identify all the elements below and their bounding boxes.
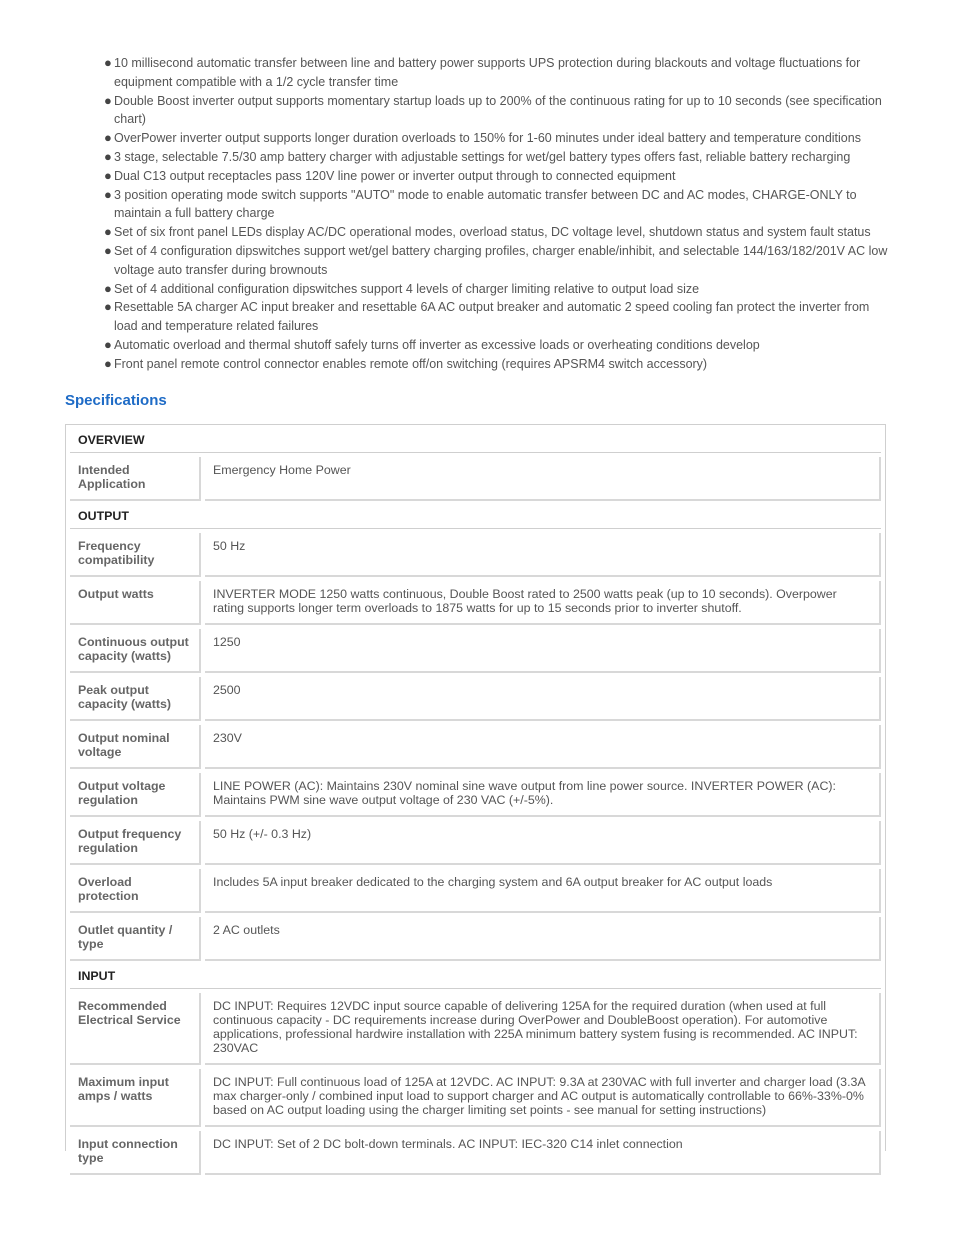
spec-label: Maximum input amps / watts xyxy=(70,1069,201,1127)
spec-label: Outlet quantity / type xyxy=(70,917,201,961)
spec-label: Recommended Electrical Service xyxy=(70,993,201,1065)
feature-list xyxy=(100,54,890,374)
spec-value: DC INPUT: Requires 12VDC input source capable of delivering 125A for the required duration (when used at full continuous capacity - DC requirements increase during OverPower and DoubleBoost operation). For automotive applications, professional hardwire installation with 225A minimum battery system fusing is recommended. AC INPUT: 230VAC xyxy=(205,993,881,1065)
bullet-icon: ● xyxy=(104,186,112,202)
bullet-icon: ● xyxy=(104,224,112,240)
spec-label: Input connection type xyxy=(70,1131,201,1175)
spec-label: Peak output capacity (watts) xyxy=(70,677,201,721)
feature-item: ● Dual C13 output receptacles pass 120V line power or inverter output through to connected equipment xyxy=(100,167,890,186)
feature-item: ● Automatic overload and thermal shutoff safely turns off inverter as excessive loads or overheating conditions develop xyxy=(100,336,890,355)
feature-item: ● Set of 4 additional configuration dipswitches support 4 levels of charger limiting relative to output load size xyxy=(100,280,890,299)
spec-row xyxy=(70,533,881,577)
bullet-icon: ● xyxy=(104,355,112,371)
spec-value: Emergency Home Power xyxy=(205,457,881,501)
spec-row xyxy=(70,457,881,501)
feature-item: ● Set of six front panel LEDs display AC/DC operational modes, overload status, DC voltage level, shutdown status and system fault status xyxy=(100,223,890,242)
spec-row xyxy=(70,773,881,817)
spec-table xyxy=(66,425,885,1179)
section-title: INPUT xyxy=(70,965,881,989)
feature-item: ● 10 millisecond automatic transfer between line and battery power supports UPS protection during blackouts and voltage fluctuations for equipment compatible with a 1/2 cycle transfer time xyxy=(104,55,861,89)
section-title: OUTPUT xyxy=(70,505,881,529)
spec-value: 2 AC outlets xyxy=(205,917,881,961)
bullet-icon: ● xyxy=(104,92,112,108)
section-row-output xyxy=(70,505,881,529)
spec-value: 50 Hz (+/- 0.3 Hz) xyxy=(205,821,881,865)
spec-row xyxy=(70,629,881,673)
feature-item: ● OverPower inverter output supports longer duration overloads to 150% for 1-60 minutes under ideal battery and temperature conditions xyxy=(100,129,890,148)
spec-value: 2500 xyxy=(205,677,881,721)
bullet-icon: ● xyxy=(104,280,112,296)
spec-row xyxy=(70,1069,881,1127)
bullet-icon: ● xyxy=(104,55,112,70)
spec-label: Intended Application xyxy=(70,457,201,501)
spec-value: 50 Hz xyxy=(205,533,881,577)
spec-label: Output voltage regulation xyxy=(70,773,201,817)
spec-row xyxy=(70,993,881,1065)
section-title: OVERVIEW xyxy=(70,429,881,453)
spec-value: 1250 xyxy=(205,629,881,673)
bullet-icon: ● xyxy=(104,167,112,183)
spec-row xyxy=(70,581,881,625)
spec-table-container xyxy=(65,424,886,1165)
feature-item: ● 3 position operating mode switch supports "AUTO" mode to enable automatic transfer between DC and AC modes, CHARGE-ONLY to maintain a full battery charge xyxy=(104,186,857,221)
bullet-icon: ● xyxy=(104,130,112,146)
spec-label: Frequency compatibility xyxy=(70,533,201,577)
spec-row xyxy=(70,821,881,865)
feature-item: ● Set of 4 configuration dipswitches support wet/gel battery charging profiles, charger enable/inhibit, and selectable 144/163/182/201V AC low voltage auto transfer during brownouts xyxy=(104,242,888,277)
bullet-icon: ● xyxy=(104,242,112,258)
spec-value: LINE POWER (AC): Maintains 230V nominal sine wave output from line power source. INVERTER POWER (AC): Maintains PWM sine wave output voltage of 230 VAC (+/-5%). xyxy=(205,773,881,817)
feature-item: ● Double Boost inverter output supports momentary startup loads up to 200% of the continuous rating for up to 10 seconds (see specification chart) xyxy=(104,92,882,127)
spec-value: DC INPUT: Full continuous load of 125A at 12VDC. AC INPUT: 9.3A at 230VAC with full inverter and charger load (3.3A max charger-only / combined input load to support charger and AC output is automatically controllable to 66%-33%-0% based on AC output loading using the charger limiting set points - see manual for setting instructions) xyxy=(205,1069,881,1127)
spec-value: 230V xyxy=(205,725,881,769)
spec-value: INVERTER MODE 1250 watts continuous, Double Boost rated to 2500 watts peak (up to 10 seconds). Overpower rating supports longer term overloads to 1875 watts for up to 15 seconds prior to inverter shutoff. xyxy=(205,581,881,625)
spec-label: Output watts xyxy=(70,581,201,625)
spec-row xyxy=(70,869,881,913)
feature-item: ● Resettable 5A charger AC input breaker and resettable 6A AC output breaker and automatic 2 speed cooling fan protect the inverter from load and temperature related failures xyxy=(104,299,870,334)
spec-row xyxy=(70,1131,881,1175)
bullet-icon: ● xyxy=(104,336,112,352)
feature-item: ● Front panel remote control connector enables remote off/on switching (requires APSRM4 switch accessory) xyxy=(100,355,890,374)
spec-label: Overload protection xyxy=(70,869,201,913)
spec-label: Continuous output capacity (watts) xyxy=(70,629,201,673)
specifications-heading: Specifications xyxy=(65,392,167,409)
section-row-overview xyxy=(70,429,881,453)
spec-label: Output nominal voltage xyxy=(70,725,201,769)
spec-row xyxy=(70,917,881,961)
spec-value: Includes 5A input breaker dedicated to the charging system and 6A output breaker for AC output loads xyxy=(205,869,881,913)
bullet-icon: ● xyxy=(104,299,112,315)
feature-item: ● 3 stage, selectable 7.5/30 amp battery charger with adjustable settings for wet/gel battery types offers fast, reliable battery recharging xyxy=(100,148,890,167)
spec-row xyxy=(70,677,881,721)
spec-label: Output frequency regulation xyxy=(70,821,201,865)
section-row-input xyxy=(70,965,881,989)
spec-row xyxy=(70,725,881,769)
spec-value: DC INPUT: Set of 2 DC bolt-down terminals. AC INPUT: IEC-320 C14 inlet connection xyxy=(205,1131,881,1175)
bullet-icon: ● xyxy=(104,148,112,164)
